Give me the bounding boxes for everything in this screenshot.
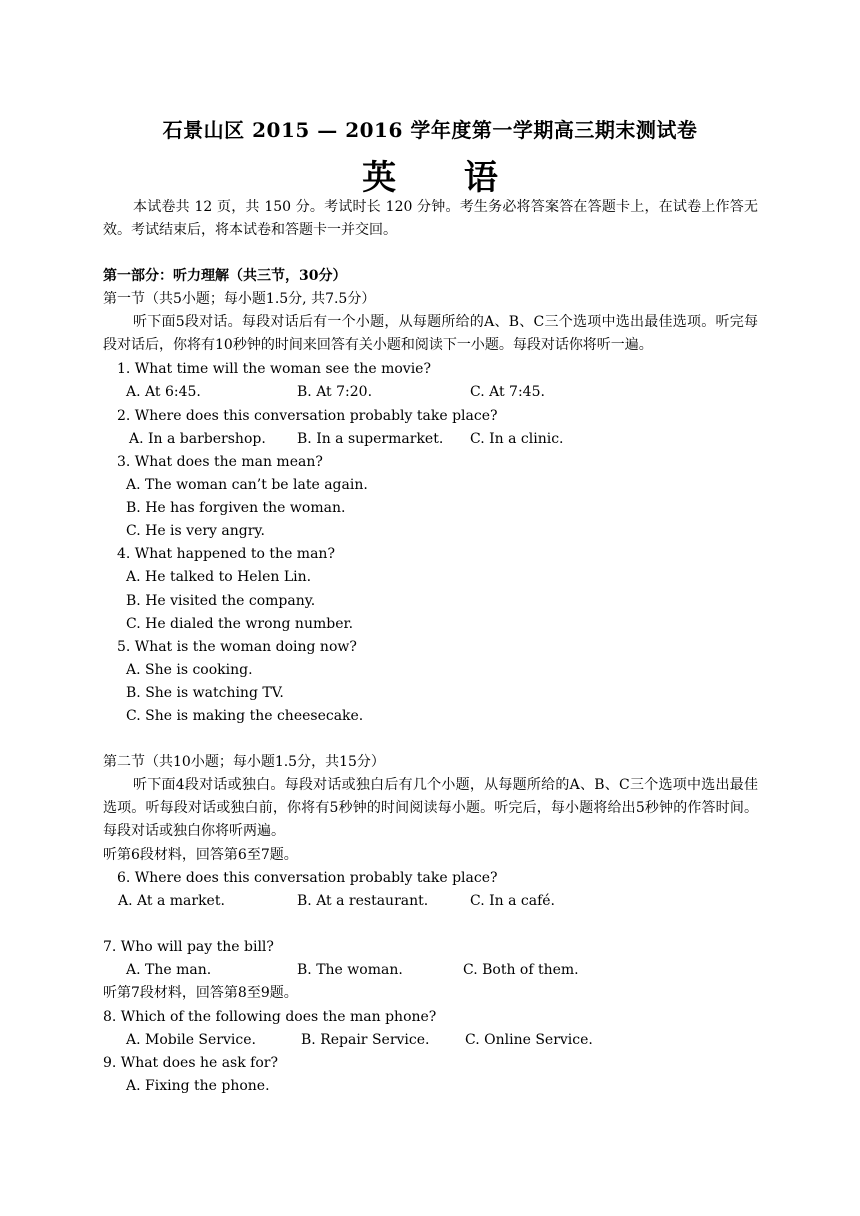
question-4: 4. What happened to the man? <box>117 546 335 562</box>
q3-option-a: A. The woman can’t be late again. <box>126 477 368 493</box>
question-2: 2. Where does this conversation probably take place? <box>117 408 498 424</box>
q2-option-b: B. In a supermarket. <box>297 431 444 447</box>
q5-option-c: C. She is making the cheesecake. <box>126 708 364 724</box>
section2-heading: 第二节（共10小题；每小题1.5分，共15分） <box>103 754 385 770</box>
part1-heading: 第一部分：听力理解（共三节，30分） <box>103 268 347 284</box>
q3-option-c: C. He is very angry. <box>126 523 265 539</box>
question-6: 6. Where does this conversation probably take place? <box>117 870 498 886</box>
q5-option-a: A. She is cooking. <box>126 662 253 678</box>
q4-option-a: A. He talked to Helen Lin. <box>126 569 312 585</box>
exam-title: 石景山区 2015 — 2016 学年度第一学期高三期末测试卷 <box>162 118 698 142</box>
section2-instructions: 听下面4段对话或独白。每段对话或独白后有几个小题，从每题所给的A、B、C三个选项中选出最佳选项。听每段对话或独白前，你将有5秒钟的时间阅读每小题。听完后，每小题将给出5秒钟的作答时间。每段对话或独白你将听两遍。 <box>103 777 758 839</box>
q1-option-c: C. At 7:45. <box>470 384 545 400</box>
q8-option-c: C. Online Service. <box>465 1032 593 1048</box>
q3-option-b: B. He has forgiven the woman. <box>126 500 346 516</box>
q6-option-a: A. At a market. <box>118 893 225 909</box>
q5-option-b: B. She is watching TV. <box>126 685 284 701</box>
q2-option-a: A. In a barbershop. <box>129 431 266 447</box>
material-7-note: 听第7段材料，回答第8至9题。 <box>103 985 298 1001</box>
question-3: 3. What does the man mean? <box>117 454 323 470</box>
question-1: 1. What time will the woman see the movie? <box>117 361 431 377</box>
material-6-note: 听第6段材料，回答第6至7题。 <box>103 847 298 863</box>
section1-instructions: 听下面5段对话。每段对话后有一个小题，从每题所给的A、B、C三个选项中选出最佳选项。听完每段对话后，你将有10秒钟的时间来回答有关小题和阅读下一小题。每段对话你将听一遍。 <box>103 314 758 353</box>
q8-option-a: A. Mobile Service. <box>126 1032 256 1048</box>
section1-heading: 第一节（共5小题；每小题1.5分, 共7.5分） <box>103 291 376 307</box>
q4-option-c: C. He dialed the wrong number. <box>126 616 354 632</box>
q6-option-c: C. In a café. <box>470 893 556 909</box>
question-9: 9. What does he ask for? <box>103 1055 278 1071</box>
q9-option-a: A. Fixing the phone. <box>126 1078 270 1094</box>
subject-title: 英 语 <box>362 158 526 198</box>
q4-option-b: B. He visited the company. <box>126 593 316 609</box>
question-8: 8. Which of the following does the man phone? <box>103 1009 437 1025</box>
q7-option-c: C. Both of them. <box>463 962 579 978</box>
q7-option-a: A. The man. <box>126 962 212 978</box>
q7-option-b: B. The woman. <box>297 962 403 978</box>
question-5: 5. What is the woman doing now? <box>117 639 357 655</box>
exam-intro: 本试卷共 12 页，共 150 分。考试时长 120 分钟。考生务必将答案答在答题卡上，在试卷上作答无效。考试结束后，将本试卷和答题卡一并交回。 <box>103 199 758 238</box>
q2-option-c: C. In a clinic. <box>470 431 564 447</box>
question-7: 7. Who will pay the bill? <box>103 939 274 955</box>
q8-option-b: B. Repair Service. <box>301 1032 430 1048</box>
q1-option-a: A. At 6:45. <box>126 384 201 400</box>
q1-option-b: B. At 7:20. <box>297 384 373 400</box>
q6-option-b: B. At a restaurant. <box>297 893 429 909</box>
